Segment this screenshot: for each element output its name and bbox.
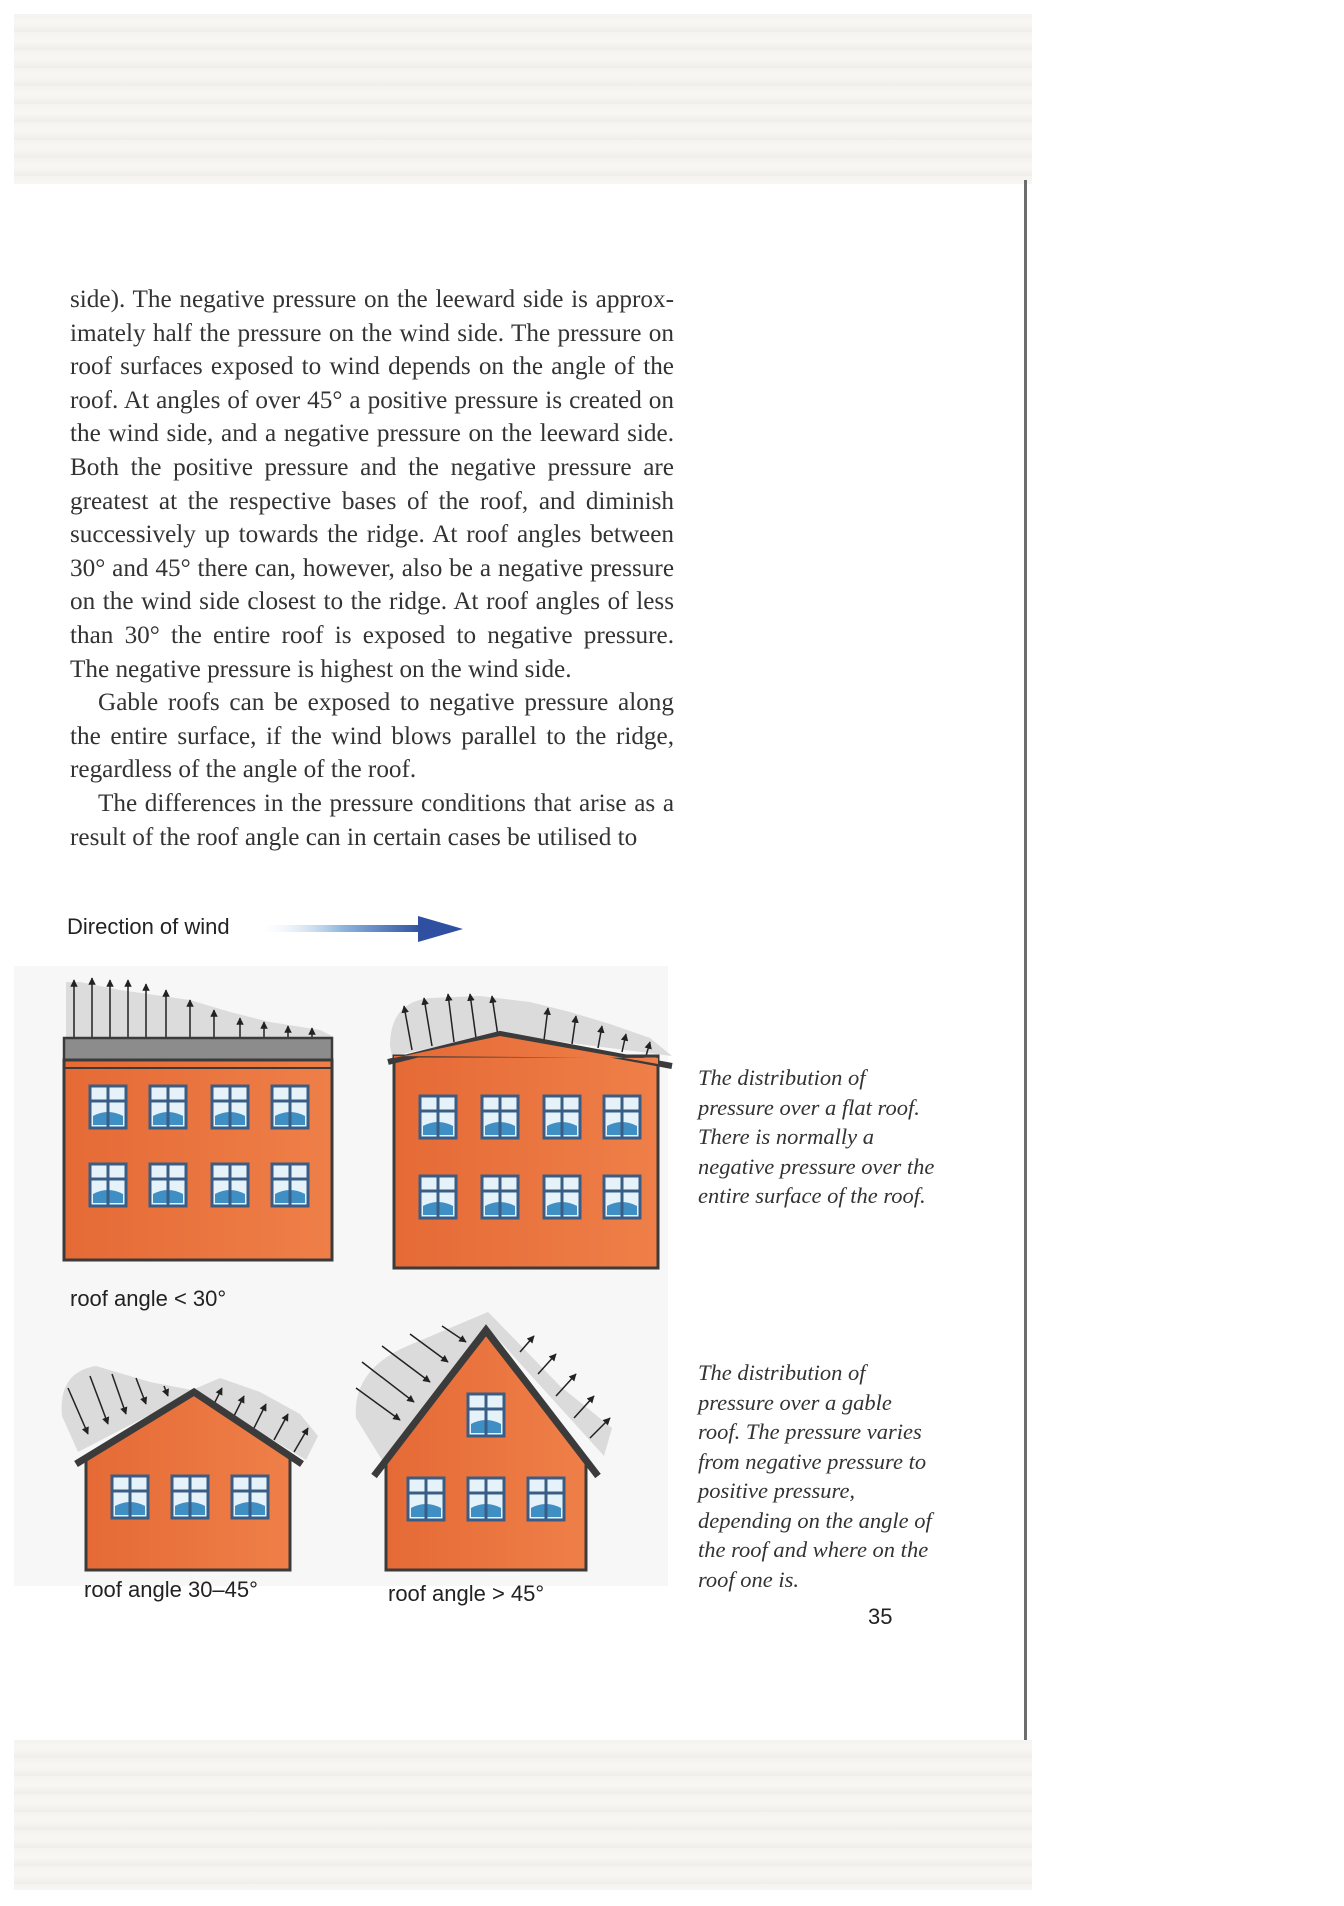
label-roof-angle-steep: roof angle > 45° (388, 1581, 545, 1606)
window-icon (232, 1476, 268, 1518)
building-wall (394, 1056, 658, 1268)
window-icon (272, 1086, 308, 1128)
window-icon (150, 1164, 186, 1206)
flat-roof (64, 1038, 332, 1060)
window-icon (150, 1086, 186, 1128)
window-icon (212, 1164, 248, 1206)
window-icon (408, 1478, 444, 1520)
window-icon (212, 1086, 248, 1128)
page-number: 35 (868, 1604, 893, 1629)
label-roof-angle-medium: roof angle 30–45° (84, 1577, 258, 1602)
low-pitch-building (388, 994, 672, 1268)
window-icon (528, 1478, 564, 1520)
caption-gable-roof: The distribution of pressure over a gable roof. The pressure varies from negative pressure to positive pressure, depending on the angle of the roof and where on the roof one is. (698, 1360, 932, 1592)
window-icon (468, 1394, 504, 1436)
paragraph-3: The differences in the pressure conditions that arise as a result of the roof angle can in certain cases be utilised to (70, 789, 674, 851)
window-icon (420, 1176, 456, 1218)
window-icon (604, 1096, 640, 1138)
window-icon (604, 1176, 640, 1218)
window-icon (544, 1176, 580, 1218)
paragraph-2: Gable roofs can be exposed to negative pressure along the entire surface, if the wind blows parallel to the ridge, regardless of the angle of the roof. (70, 689, 674, 784)
window-icon (272, 1164, 308, 1206)
window-icon (112, 1476, 148, 1518)
label-roof-angle-flat: roof angle < 30° (70, 1286, 227, 1311)
wind-direction-arrow (262, 916, 463, 942)
window-icon (172, 1476, 208, 1518)
paragraph-1: side). The negative pressure on the leeward side is approximately half the pressure on the wind side. The pressure on roof surfaces exposed to wind depends on the angle of the roof. At angles of over 45° a positive pressure is created on the wind side, and a negative pressure on the leeward side. Both the positive pressure and the negative pressure are greatest at the respective bases of the roof, and diminish successively up towards the ridge. At roof angles between 30° and 45° there can, however, also be a negative pressure on the wind side closest to the ridge. At roof angles of less than 30° the entire roof is exposed to negative pressure. The negative pressure is highest on the wind side. (70, 286, 674, 683)
window-icon (468, 1478, 504, 1520)
window-icon (90, 1086, 126, 1128)
caption-flat-roof: The distribution of pressure over a flat roof. There is normally a negative pressure over the entire surface of the roof. (698, 1065, 935, 1208)
window-icon (420, 1096, 456, 1138)
window-icon (482, 1176, 518, 1218)
window-icon (90, 1164, 126, 1206)
window-icon (544, 1096, 580, 1138)
window-icon (482, 1096, 518, 1138)
wind-direction-label: Direction of wind (67, 914, 230, 939)
